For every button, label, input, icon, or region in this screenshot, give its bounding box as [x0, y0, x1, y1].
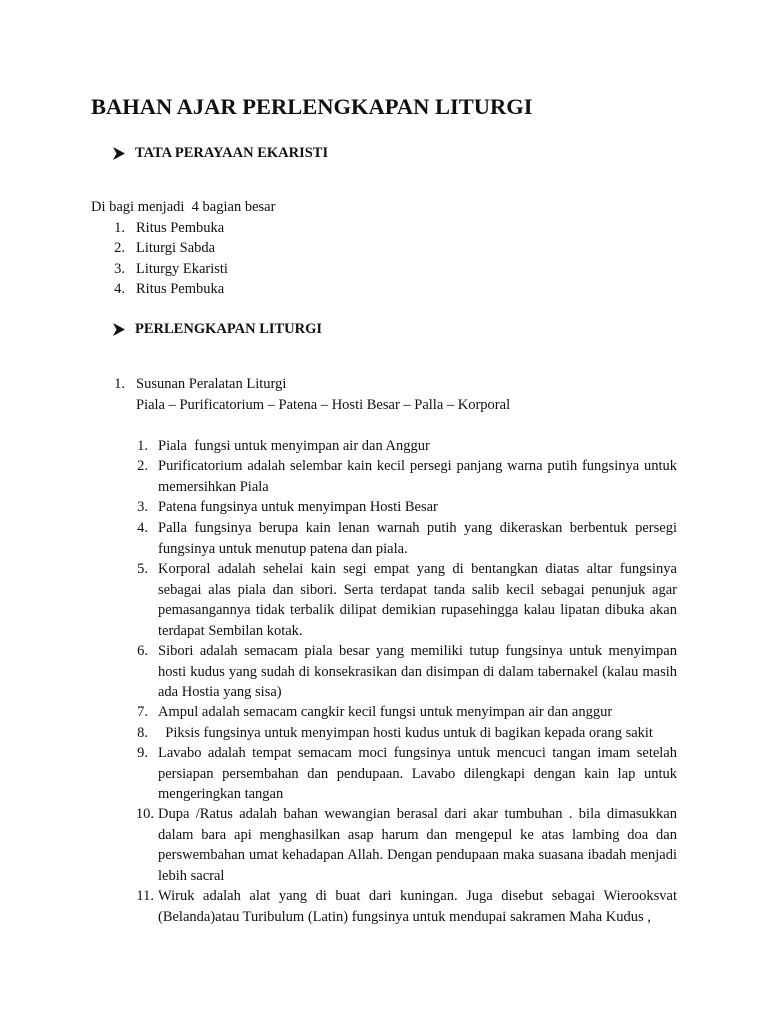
list-number: 3.: [114, 261, 125, 277]
item-number: 1.: [137, 438, 148, 454]
section-heading-tata-perayaan: TATA PERAYAAN EKARISTI: [135, 145, 329, 161]
list-item: Ampul adalah semacam cangkir kecil fungsi untuk menyimpan air dan anggur: [158, 704, 613, 720]
susunan-sequence: Piala – Purificatorium – Patena – Hosti Besar – Palla – Korporal: [136, 397, 511, 413]
item-number: 4.: [137, 520, 148, 536]
arrowhead-bullet-icon: [113, 323, 125, 336]
list-item: Piksis fungsinya untuk menyimpan hosti kudus untuk di bagikan kepada orang sakit: [158, 725, 653, 741]
item-number: 9.: [137, 745, 148, 761]
list-item: Purificatorium adalah selembar kain kecil persegi panjang warna putih fungsinya untuk memersihkan Piala: [158, 458, 677, 495]
susunan-number: 1.: [114, 376, 125, 392]
page-title: BAHAN AJAR PERLENGKAPAN LITURGI: [91, 94, 533, 119]
list-item: Korporal adalah sehelai kain segi empat yang di bentangkan diatas altar fungsinya sebagai alas piala dan sibori. Serta terdapat tanda salib kecil sebagai penunjuk agar pemasangannya tidak terbalik dilipat demikian rupasehingga kalau lipatan dibuka akan terdapat Sembilan kotak.: [158, 561, 677, 639]
list-item: Patena fungsinya untuk menyimpan Hosti Besar: [158, 499, 438, 515]
item-number: 8.: [137, 725, 148, 741]
list-number: 2.: [114, 240, 125, 256]
item-number: 2.: [137, 458, 148, 474]
list-item: Ritus Pembuka: [136, 281, 225, 297]
list-number: 4.: [114, 281, 125, 297]
list-item: Lavabo adalah tempat semacam moci fungsinya untuk mencuci tangan imam setelah persiapan persembahan dan pendupaan. Lavabo dilengkapi dengan kain lap untuk mengeringkan tangan: [158, 745, 677, 802]
list-item: Piala fungsi untuk menyimpan air dan Anggur: [158, 438, 430, 454]
arrowhead-bullet-icon: [113, 147, 125, 160]
item-number: 10.: [135, 806, 154, 822]
section-heading-perlengkapan: PERLENGKAPAN LITURGI: [135, 321, 323, 337]
item-number: 11.: [136, 888, 154, 904]
list-item: Wiruk adalah alat yang di buat dari kuningan. Juga disebut sebagai Wierooksvat (Belanda)atau Turibulum (Latin) fungsinya untuk mendupai sakramen Maha Kudus ,: [158, 888, 677, 925]
item-number: 6.: [137, 643, 148, 659]
item-number: 3.: [137, 499, 148, 515]
item-number: 5.: [137, 561, 148, 577]
list-number: 1.: [114, 220, 125, 236]
intro-text: Di bagi menjadi 4 bagian besar: [91, 199, 276, 215]
list-item: Dupa /Ratus adalah bahan wewangian berasal dari akar tumbuhan . bila dimasukkan dalam bara api menghasilkan asap harum dan mengepul ke atas lambing doa dan perswembahan umat kehadapan Allah. Dengan pendupaan maka suasana ibadah menjadi lebih sacral: [158, 806, 677, 884]
susunan-title: Susunan Peralatan Liturgi: [136, 376, 287, 392]
list-item: Liturgi Sabda: [136, 240, 216, 256]
item-number: 7.: [137, 704, 148, 720]
list-item: Sibori adalah semacam piala besar yang memiliki tutup fungsinya untuk menyimpan hosti kudus yang sudah di konsekrasikan dan disimpan di dalam tabernakel (kalau masih ada Hostia yang sisa): [158, 643, 677, 700]
list-item: Liturgy Ekaristi: [136, 261, 228, 277]
list-item: Palla fungsinya berupa kain lenan warnah putih yang dikeraskan berbentuk persegi fungsinya untuk menutup patena dan piala.: [158, 520, 677, 557]
list-item: Ritus Pembuka: [136, 220, 225, 236]
